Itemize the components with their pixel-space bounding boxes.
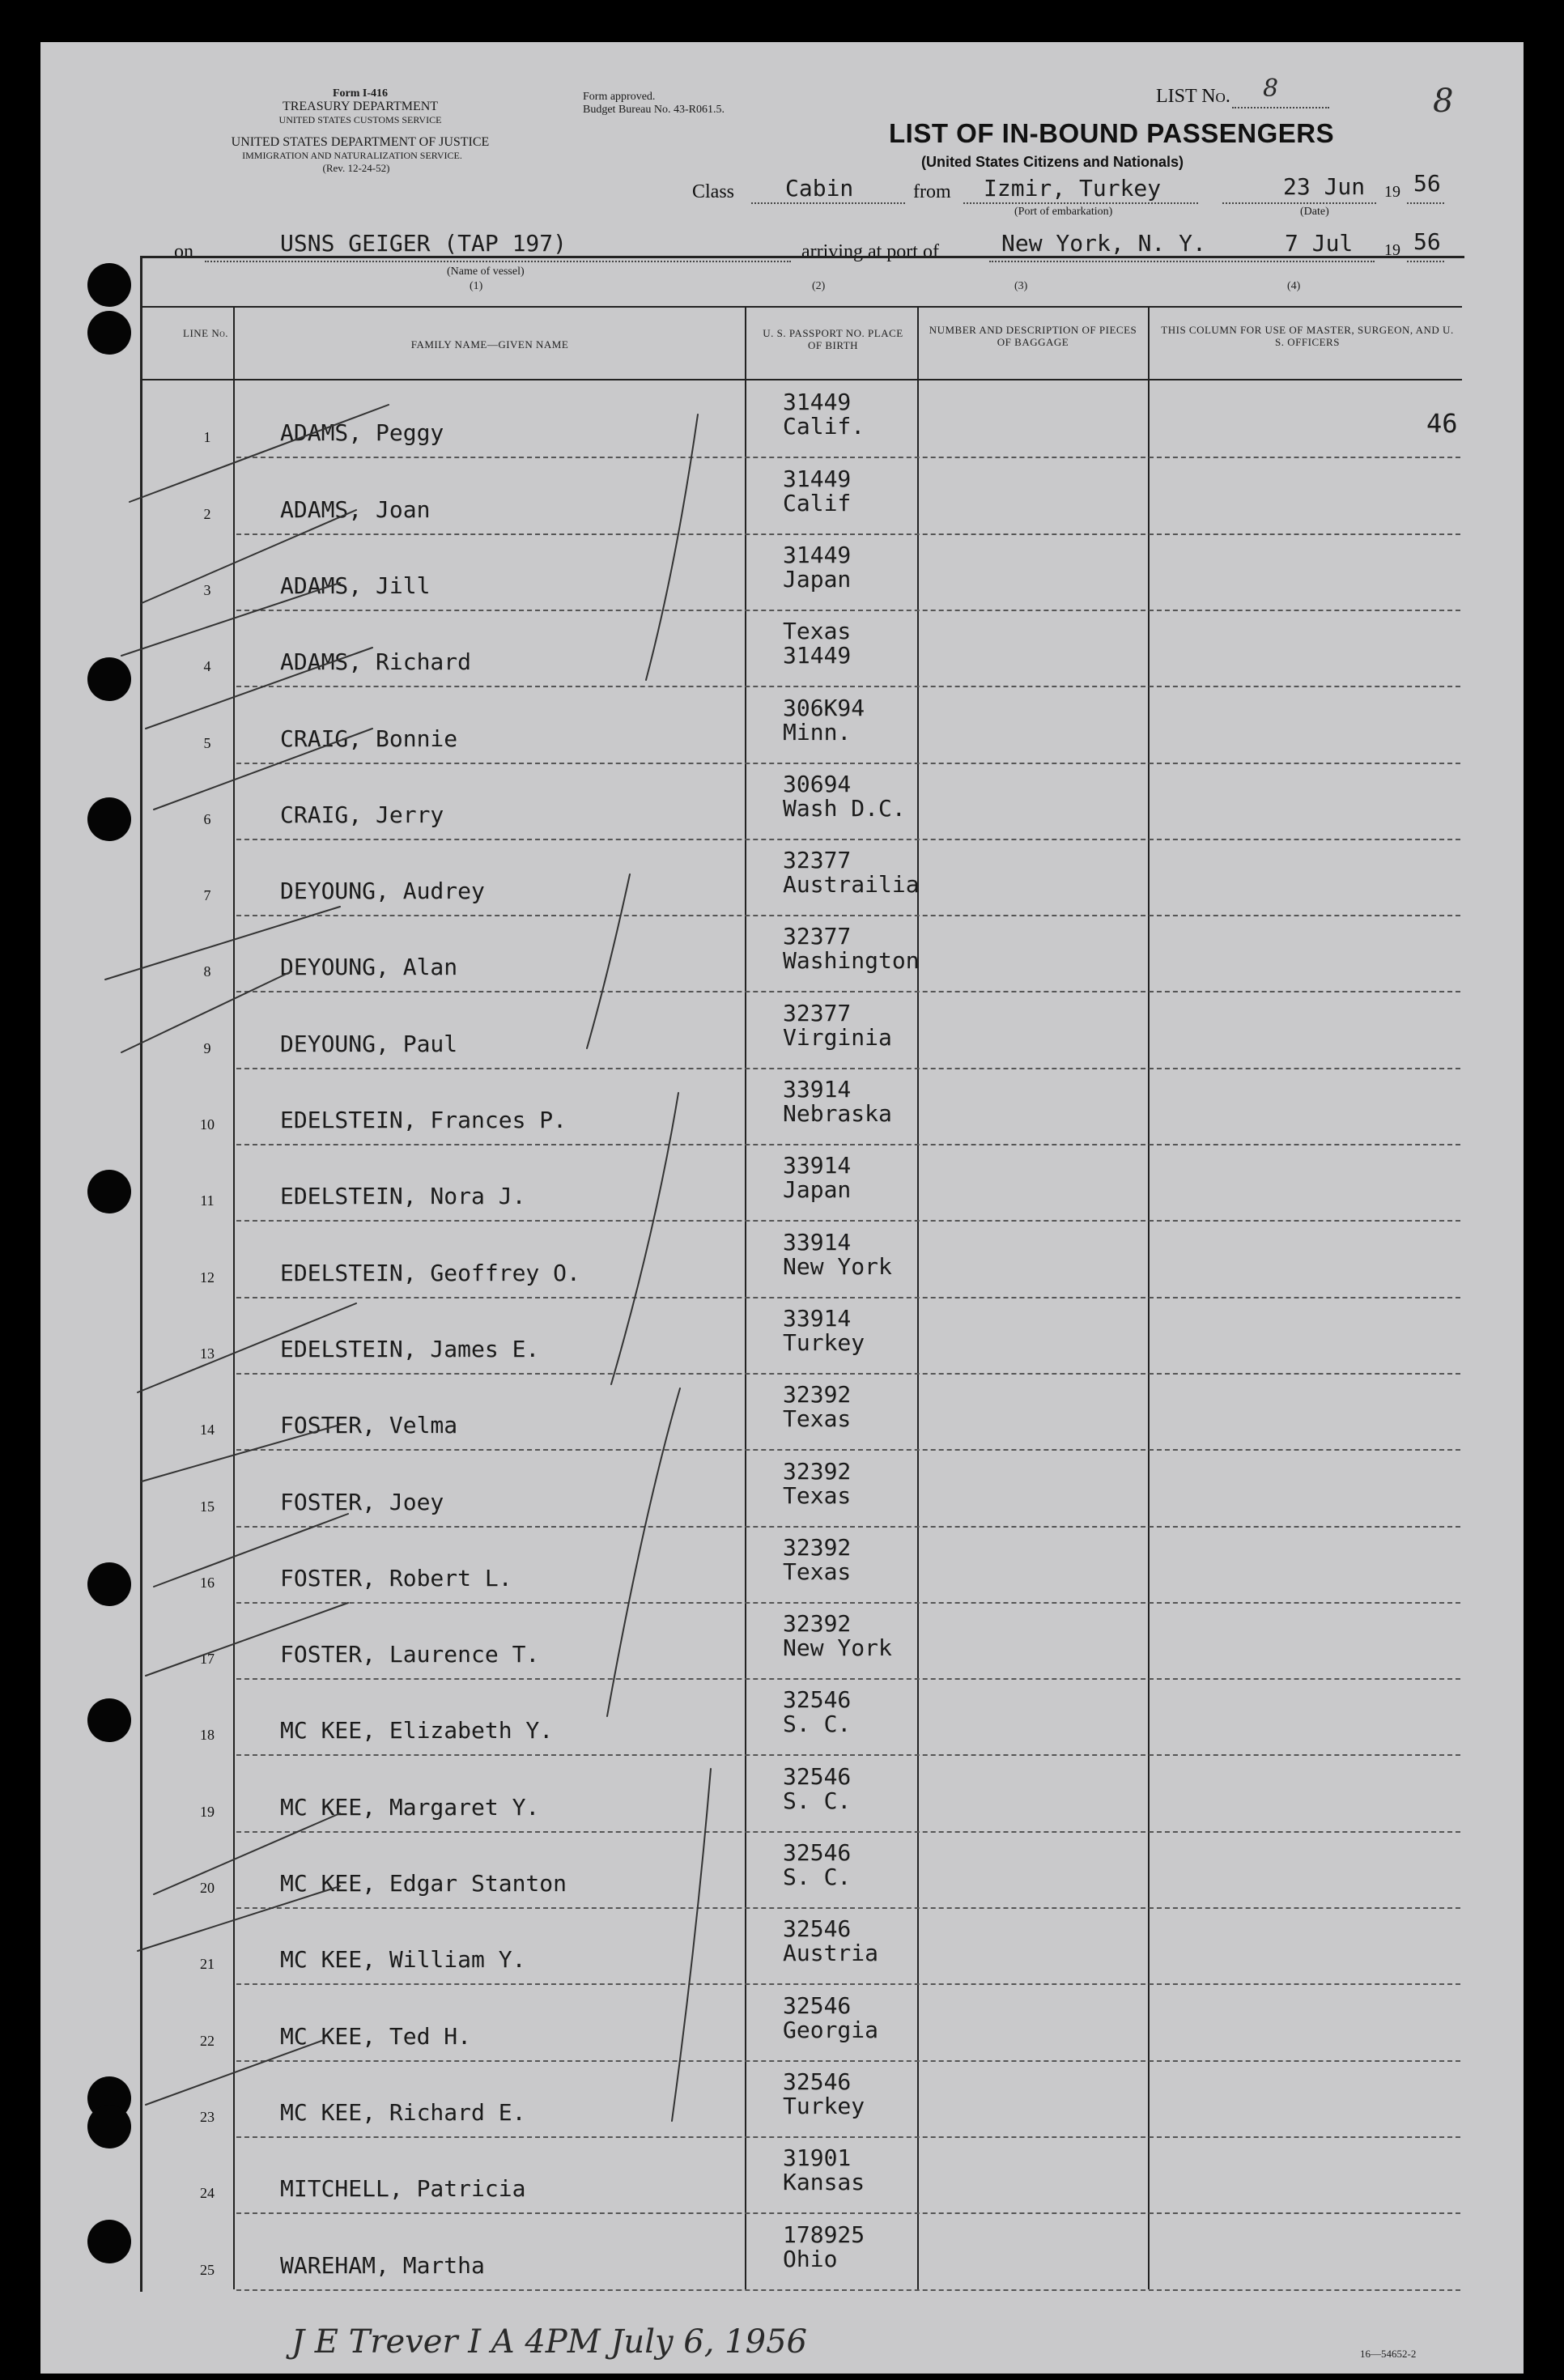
passport-line-1: 31901 [783,2144,852,2172]
column-number-3: (3) [1014,280,1028,292]
place-of-birth: Texas [783,1558,852,1585]
place-of-birth: Japan [783,565,852,593]
passport-line-1: 32546 [783,1991,852,2019]
passport-line-1: Texas [783,618,852,645]
vessel-caption: (Name of vessel) [447,266,525,278]
form-number: Form I-416 [332,87,389,100]
place-of-birth: Wash D.C. [783,794,906,822]
list-number-value: 8 [1263,74,1279,103]
passport-line-1: 32392 [783,1381,852,1409]
tick-stroke [121,583,340,656]
tick-stroke [146,2040,324,2105]
passport-line-1: 31449 [783,389,852,416]
row-line-number: 23 [200,2108,215,2125]
place-of-birth: Turkey [783,2092,865,2119]
check-mark-stroke [607,1388,680,1716]
passenger-name: MC KEE, William Y. [280,1946,526,1974]
passenger-name: MC KEE, Edgar Stanton [280,1870,567,1897]
passenger-name: WAREHAM, Martha [280,2251,485,2279]
place-of-birth: Texas [783,1481,852,1509]
row-line-number: 16 [200,1574,215,1591]
passport-line-1: 32377 [783,999,852,1026]
passenger-name: MC KEE, Elizabeth Y. [280,1717,554,1745]
place-of-birth: Austrailia [783,871,920,899]
place-of-birth: Turkey [783,1328,865,1356]
row-line-number: 19 [200,1803,215,1820]
place-of-birth: Texas [783,1405,852,1433]
tick-stroke [146,1603,348,1676]
row-line-number: 21 [200,1956,215,1973]
from-label: from [913,181,951,202]
row-line-number: 10 [200,1116,215,1133]
arrival-port: New York, N. Y. [1001,230,1206,257]
port-embarkation-caption: (Port of embarkation) [1014,206,1113,218]
place-of-birth: S. C. [783,1864,852,1890]
inspector-signature: J E Trever I A 4PM July 6, 1956 [291,2323,807,2361]
on-label: on [174,241,193,262]
row-line-number: 20 [200,1880,215,1896]
tick-stroke [138,1886,340,1951]
passenger-name: ADAMS, Richard [280,648,472,676]
tick-stroke [121,971,291,1052]
passport-line-1: 32392 [783,1457,852,1485]
row-line-number: 14 [200,1422,215,1439]
row-line-number: 8 [203,963,211,980]
place-of-birth: 31449 [783,642,852,669]
passenger-name: ADAMS, Jill [280,572,431,599]
passport-line-1: 32546 [783,1839,852,1866]
passenger-name: MC KEE, Richard E. [280,2098,526,2126]
tick-stroke [130,405,389,502]
passenger-name: ADAMS, Joan [280,495,431,523]
passport-line-1: 32546 [783,2068,852,2095]
tick-stroke [154,1813,340,1894]
passport-line-1: 32392 [783,1610,852,1638]
passport-line-1: 33914 [783,1152,852,1179]
place-of-birth: Washington [783,947,920,975]
passenger-name: ADAMS, Peggy [280,419,444,447]
class-label: Class [692,181,735,202]
passport-line-1: 32546 [783,1762,852,1790]
row-line-number: 17 [200,1651,215,1668]
revision-date: (Rev. 12-24-52) [322,162,390,174]
passport-line-1: 32377 [783,923,852,950]
form-approved: Form approved. [583,91,656,103]
row-line-number: 18 [200,1727,215,1744]
place-of-birth: New York [783,1252,892,1280]
row-line-number: 15 [200,1498,215,1515]
passport-line-1: 32377 [783,847,852,874]
header-baggage: NUMBER AND DESCRIPTION OF PIECES OF BAGGAGE [929,324,1137,348]
passenger-name: CRAIG, Bonnie [280,725,458,752]
passport-line-1: 33914 [783,1228,852,1256]
passport-line-1: 32392 [783,1533,852,1561]
budget-bureau-number: Budget Bureau No. 43-R061.5. [583,104,725,116]
passenger-name: FOSTER, Joey [280,1488,444,1515]
passport-line-1: 33914 [783,1076,852,1103]
check-mark-stroke [587,874,630,1048]
place-of-birth: Kansas [783,2169,865,2196]
passenger-name: MC KEE, Ted H. [280,2022,472,2050]
arrival-year-prefix: 19 [1384,241,1400,259]
passenger-name: MITCHELL, Patricia [280,2175,526,2203]
passenger-name: EDELSTEIN, James E. [280,1335,540,1362]
passenger-name: EDELSTEIN, Frances P. [280,1107,567,1133]
row-line-number: 7 [203,887,211,904]
passenger-name: FOSTER, Velma [280,1412,458,1439]
treasury-department: TREASURY DEPARTMENT [282,100,439,113]
vessel-name: USNS GEIGER (TAP 197) [280,230,567,257]
tick-stroke [154,1514,348,1587]
date-caption: (Date) [1300,206,1329,218]
check-mark-stroke [646,414,698,680]
arrival-date: 7 Jul [1285,230,1354,257]
passenger-name: EDELSTEIN, Nora J. [280,1183,526,1210]
place-of-birth: New York [783,1634,892,1662]
department-of-justice: UNITED STATES DEPARTMENT OF JUSTICE [231,135,490,149]
passenger-name: EDELSTEIN, Geoffrey O. [280,1259,580,1286]
arrival-year: 56 [1413,228,1441,255]
tick-stroke [138,1303,356,1392]
place-of-birth: S. C. [783,1711,852,1738]
tick-stroke [105,907,340,980]
row-line-number: 4 [203,658,211,675]
row-line-number: 6 [203,810,211,827]
place-of-birth: Calif. [783,413,865,440]
departure-year-prefix: 19 [1384,183,1400,201]
row-line-number: 13 [200,1345,215,1362]
place-of-birth: Austria [783,1940,879,1967]
list-number-label: LIST No. [1156,86,1230,107]
tick-stroke [142,510,356,603]
departure-year: 56 [1413,170,1441,197]
tick-stroke [146,648,372,729]
row-line-number: 22 [200,2032,215,2049]
place-of-birth: S. C. [783,1787,852,1814]
print-code: 16—54652-2 [1360,2348,1417,2360]
arriving-label: arriving at port of [801,241,939,262]
row-line-number: 12 [200,1269,215,1286]
column-number-2: (2) [812,280,826,292]
row-line-number: 1 [203,429,211,446]
passenger-name: DEYOUNG, Paul [280,1030,458,1057]
passport-line-1: 178925 [783,2221,865,2248]
column-number-4: (4) [1287,280,1301,292]
row-line-number: 25 [200,2261,215,2278]
passport-line-1: 33914 [783,1304,852,1332]
row-line-number: 24 [200,2185,215,2202]
passenger-name: DEYOUNG, Alan [280,954,458,981]
page-title: LIST OF IN-BOUND PASSENGERS [889,118,1335,148]
passport-line-1: 32546 [783,1686,852,1714]
passenger-name: CRAIG, Jerry [280,801,444,828]
place-of-birth: Ohio [783,2245,838,2272]
column-number-1: (1) [470,280,483,292]
passport-line-1: 30694 [783,770,852,797]
place-of-birth: Georgia [783,2016,879,2043]
row-line-number: 3 [203,581,211,598]
tick-stroke [142,1425,340,1481]
header-passport-birthplace: U. S. PASSPORT NO. PLACE OF BIRTH [763,327,903,351]
row-line-number: 9 [203,1039,211,1056]
passport-line-1: 31449 [783,465,852,492]
port-of-embarkation: Izmir, Turkey [984,175,1162,202]
passport-line-1: 306K94 [783,694,865,721]
page-subtitle: (United States Citizens and Nationals) [921,154,1184,170]
row-line-number: 2 [203,505,211,522]
customs-service: UNITED STATES CUSTOMS SERVICE [278,114,442,125]
passenger-name: DEYOUNG, Audrey [280,878,485,905]
place-of-birth: Virginia [783,1023,892,1051]
header-family-name: FAMILY NAME—GIVEN NAME [410,338,569,351]
passport-line-1: 31449 [783,541,852,568]
class-value: Cabin [785,175,854,202]
passenger-name: FOSTER, Laurence T. [280,1641,540,1668]
check-mark-stroke [672,1769,711,2121]
passenger-name: MC KEE, Margaret Y. [280,1793,540,1821]
place-of-birth: Calif [783,489,852,516]
place-of-birth: Japan [783,1176,852,1204]
corner-mark: 8 [1433,83,1454,120]
officer-count-note: 46 [1426,408,1458,439]
row-line-number: 11 [200,1192,215,1209]
place-of-birth: Minn. [783,718,852,746]
place-of-birth: Nebraska [783,1100,892,1127]
header-officer-use: THIS COLUMN FOR USE OF MASTER, SURGEON, AND U. S. OFFICERS [1161,324,1454,348]
row-line-number: 5 [203,734,211,751]
check-mark-stroke [611,1093,678,1384]
ins-service: IMMIGRATION AND NATURALIZATION SERVICE. [242,150,462,161]
passenger-name: FOSTER, Robert L. [280,1564,512,1592]
tick-stroke [154,729,372,810]
header-line-no: LINE No. [183,327,228,339]
passport-line-1: 32546 [783,1915,852,1943]
departure-date: 23 Jun [1283,173,1366,200]
